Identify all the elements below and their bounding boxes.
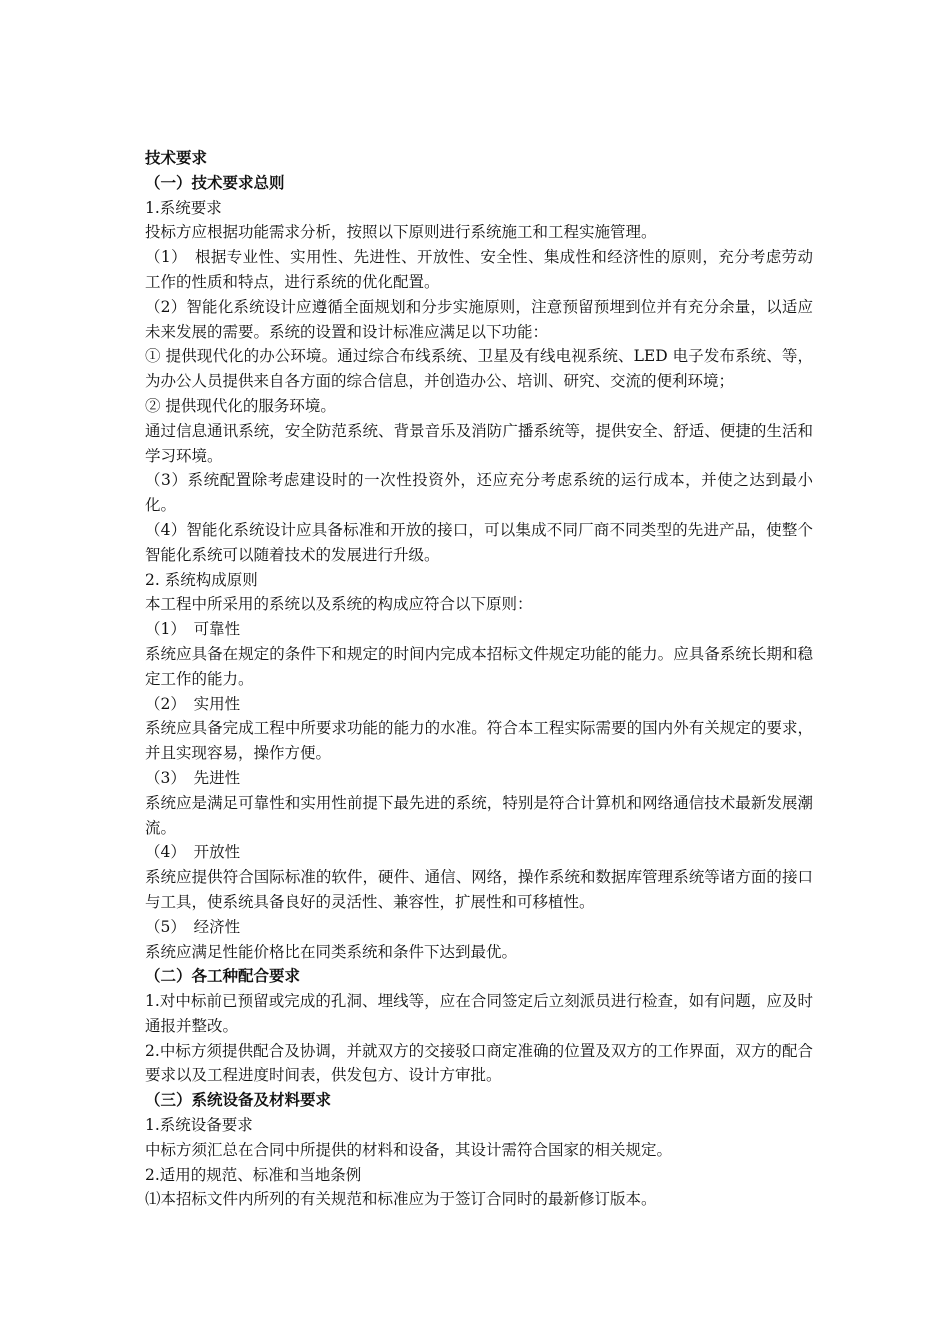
paragraph: ① 提供现代化的办公环境。通过综合布线系统、卫星及有线电视系统、LED 电子发布系统、等，为办公人员提供来自各方面的综合信息，并创造办公、培训、研究、交流的便利环境；	[145, 347, 813, 391]
paragraph: （4）智能化系统设计应具备标准和开放的接口，可以集成不同厂商不同类型的先进产品，使整个智能化系统可以随着技术的发展进行升级。	[145, 520, 813, 564]
subheading-composition-principles: 2. 系统构成原则	[145, 570, 258, 589]
list-item-heading: （5） 经济性	[145, 917, 241, 936]
section-heading-3: （三）系统设备及材料要求	[145, 1090, 332, 1110]
list-item-heading: （1） 可靠性	[145, 620, 241, 639]
paragraph: 系统应提供符合国际标准的软件，硬件、通信、网络，操作系统和数据库管理系统等诸方面的接口与工具，使系统具备良好的灵活性、兼容性，扩展性和可移植性。	[145, 868, 813, 911]
paragraph: 通过信息通讯系统，安全防范系统、背景音乐及消防广播系统等，提供安全、舒适、便捷的生活和学习环境。	[145, 421, 813, 465]
paragraph: （2）智能化系统设计应遵循全面规划和分步实施原则，注意预留预埋到位并有充分余量，以适应未来发展的需要。系统的设置和设计标准应满足以下功能：	[145, 297, 813, 341]
list-item-heading: （3） 先进性	[145, 768, 241, 787]
paragraph: 系统应具备在规定的条件下和规定的时间内完成本招标文件规定功能的能力。应具备系统长期和稳定工作的能力。	[145, 644, 813, 688]
section-heading-2: （二）各工种配合要求	[145, 966, 301, 986]
subheading-standards: 2.适用的规范、标准和当地条例	[145, 1165, 362, 1184]
paragraph: 投标方应根据功能需求分析，按照以下原则进行系统施工和工程实施管理。	[145, 223, 657, 242]
document-body	[145, 146, 813, 1212]
paragraph: 中标方须汇总在合同中所提供的材料和设备，其设计需符合国家的相关规定。	[145, 1140, 673, 1159]
section-heading-1: （一）技术要求总则	[145, 172, 285, 192]
paragraph: ⑴本招标文件内所列的有关规范和标准应为于签订合同时的最新修订版本。	[145, 1190, 657, 1209]
paragraph: （3）系统配置除考虑建设时的一次性投资外，还应充分考虑系统的运行成本，并使之达到最小化。	[145, 471, 813, 515]
subheading-system-requirements: 1.系统要求	[145, 198, 222, 217]
paragraph: 系统应具备完成工程中所要求功能的能力的水准。符合本工程实际需要的国内外有关规定的要求，并且实现容易，操作方便。	[145, 719, 813, 763]
paragraph: ② 提供现代化的服务环境。	[145, 396, 336, 415]
list-item-heading: （4） 开放性	[145, 843, 241, 862]
paragraph: 本工程中所采用的系统以及系统的构成应符合以下原则：	[145, 595, 533, 614]
list-item-heading: （2） 实用性	[145, 694, 241, 713]
paragraph: 1.对中标前已预留或完成的孔洞、埋线等，应在合同签定后立刻派员进行检查，如有问题，应及时通报并整改。	[145, 992, 813, 1035]
document-title: 技术要求	[145, 148, 208, 167]
paragraph: 2.中标方须提供配合及协调，并就双方的交接驳口商定准确的位置及双方的工作界面，双方的配合要求以及工程进度时间表，供发包方、设计方审批。	[145, 1041, 813, 1085]
paragraph: 系统应满足性能价格比在同类系统和条件下达到最优。	[145, 942, 518, 961]
subheading-equipment-requirements: 1.系统设备要求	[145, 1116, 253, 1135]
paragraph: 系统应是满足可靠性和实用性前提下最先进的系统，特别是符合计算机和网络通信技术最新发展潮流。	[145, 793, 813, 837]
paragraph: （1） 根据专业性、实用性、先进性、开放性、安全性、集成性和经济性的原则，充分考虑劳动工作的性质和特点，进行系统的优化配置。	[145, 248, 813, 291]
